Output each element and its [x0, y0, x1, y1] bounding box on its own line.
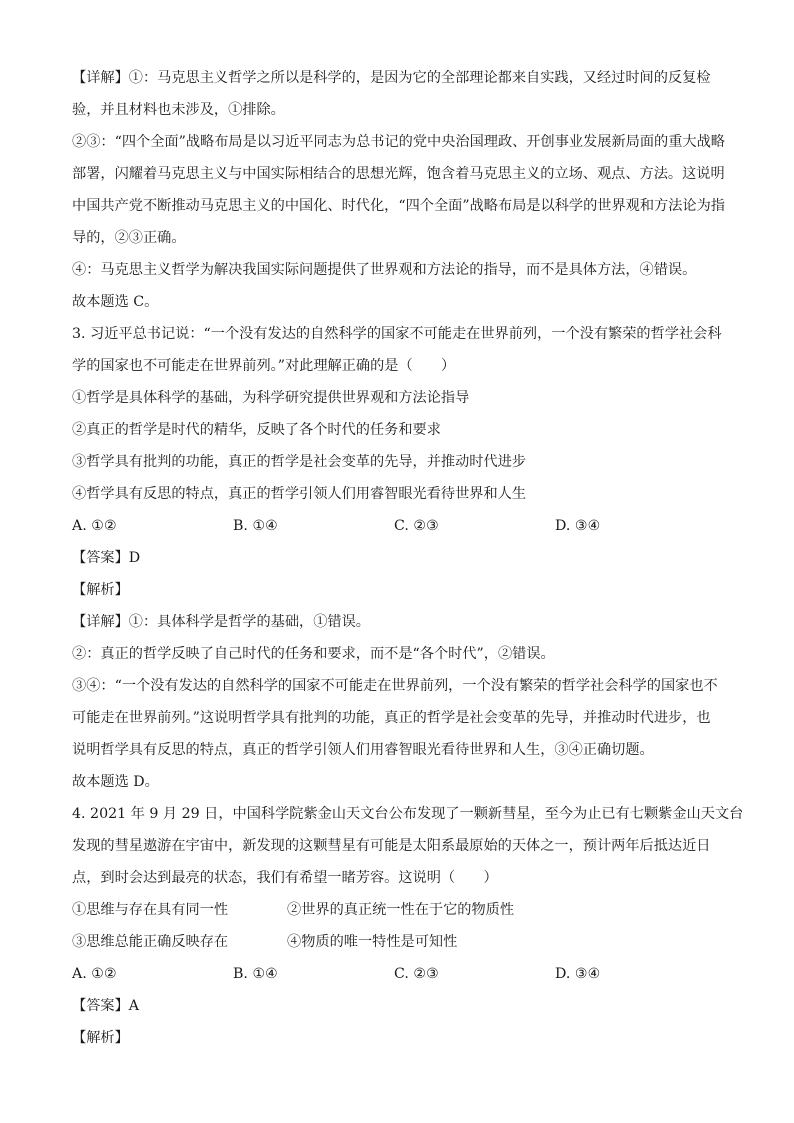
- question-4-stem: 点，到时会达到最亮的状态，我们有希望一睹芳容。这说明（ ）: [72, 870, 498, 886]
- option-c: C. ②③: [394, 966, 439, 982]
- paragraph-line: ③④：“一个没有发达的自然科学的国家不可能走在世界前列，一个没有繁荣的哲学社会科学的国家也不: [72, 678, 718, 694]
- conclusion-line: 故本题选 D。: [72, 774, 159, 790]
- statement-1: ①哲学是具体科学的基础，为科学研究提供世界观和方法论指导: [72, 390, 470, 406]
- statement-4: ④哲学具有反思的特点，真正的哲学引领人们用睿智眼光看待世界和人生: [72, 486, 527, 502]
- statement-2: ②世界的真正统一性在于它的物质性: [287, 902, 515, 918]
- option-d: D. ③④: [555, 966, 601, 982]
- question-4-stem: 发现的彗星遨游在宇宙中，新发现的这颗彗星有可能是太阳系最原始的天体之一，预计两年后抵达近日: [72, 838, 711, 854]
- option-c: C. ②③: [394, 518, 439, 534]
- paragraph-line: 部署，闪耀着马克思主义与中国实际相结合的思想光辉，饱含着马克思主义的立场、观点、方法。这说明: [72, 166, 725, 182]
- option-a: A. ①②: [72, 518, 117, 534]
- paragraph-line: 【详解】①：马克思主义哲学之所以是科学的，是因为它的全部理论都来自实践，又经过时间的反复检: [72, 70, 711, 86]
- conclusion-line: 故本题选 C。: [72, 294, 159, 310]
- answer-line: 【答案】D: [72, 550, 141, 566]
- statement-2: ②真正的哲学是时代的精华，反映了各个时代的任务和要求: [72, 422, 441, 438]
- statement-4: ④物质的唯一特性是可知性: [287, 934, 458, 950]
- paragraph-line: 验，并且材料也未涉及，①排除。: [72, 102, 285, 118]
- analysis-heading: 【解析】: [72, 1030, 129, 1046]
- paragraph-line: ②：真正的哲学反映了自己时代的任务和要求，而不是“各个时代”，②错误。: [72, 646, 555, 662]
- option-b: B. ①④: [233, 966, 278, 982]
- question-3-options: [72, 510, 722, 542]
- analysis-heading: 【解析】: [72, 582, 129, 598]
- question-4-stem: 4. 2021 年 9 月 29 日，中国科学院紫金山天文台公布发现了一颗新彗星，至今为止已有七颗紫金山天文台: [72, 806, 744, 822]
- option-b: B. ①④: [233, 518, 278, 534]
- paragraph-line: 说明哲学具有反思的特点，真正的哲学引领人们用睿智眼光看待世界和人生，③④正确切题。: [72, 742, 654, 758]
- question-4-statements-row-2: [72, 926, 722, 958]
- question-4-options: [72, 958, 722, 990]
- paragraph-line: 导的，②③正确。: [72, 230, 186, 246]
- answer-line: 【答案】A: [72, 998, 139, 1014]
- paragraph-line: 【详解】①：具体科学是哲学的基础，①错误。: [72, 614, 370, 630]
- paragraph-line: 中国共产党不断推动马克思主义的中国化、时代化，“四个全面”战略布局是以科学的世界观和方法论为指: [72, 198, 725, 214]
- option-d: D. ③④: [555, 518, 601, 534]
- document-page: [72, 62, 744, 1054]
- statement-3: ③哲学具有批判的功能，真正的哲学是社会变革的先导，并推动时代进步: [72, 454, 527, 470]
- statement-3: ③思维总能正确反映存在: [72, 934, 229, 950]
- option-a: A. ①②: [72, 966, 117, 982]
- paragraph-line: 可能走在世界前列。”这说明哲学具有批判的功能，真正的哲学是社会变革的先导，并推动时代进步，也: [72, 710, 711, 726]
- paragraph-line: ④：马克思主义哲学为解决我国实际问题提供了世界观和方法论的指导，而不是具体方法，④错误。: [72, 262, 697, 278]
- paragraph-line: ②③：“四个全面”战略布局是以习近平同志为总书记的党中央治国理政、开创事业发展新局面的重大战略: [72, 134, 725, 150]
- question-3-stem: 3. 习近平总书记说：“一个没有发达的自然科学的国家不可能走在世界前列，一个没有繁荣的哲学社会科: [72, 326, 722, 342]
- statement-1: ①思维与存在具有同一性: [72, 902, 229, 918]
- question-4-statements-row-1: [72, 894, 722, 926]
- question-3-stem: 学的国家也不可能走在世界前列。”对此理解正确的是（ ）: [72, 358, 456, 374]
